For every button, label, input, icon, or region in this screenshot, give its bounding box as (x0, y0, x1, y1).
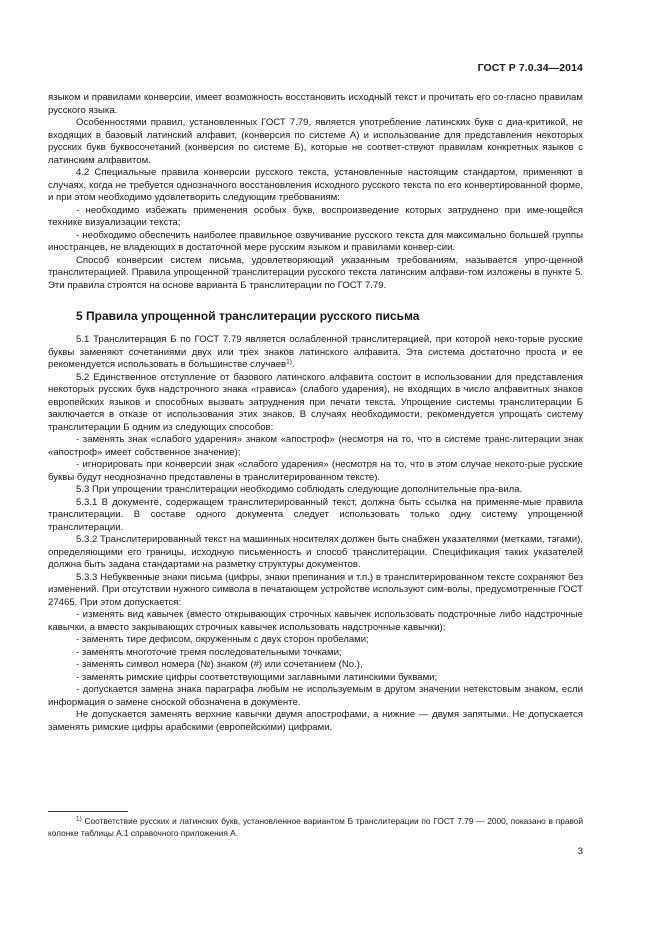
paragraph: 5.3.3 Небуквенные знаки письма (цифры, знаки препинания и т.п.) в транслитерированном тексте сохраняют без изменений. При отсутствии нужного символа в печатающем устройстве используют сим-волы, предусмотренные ГОСТ 27465. При этом допускается: (48, 571, 583, 608)
footnote (48, 816, 583, 839)
footnote-text: Соответствие русских и латинских букв, установленное вариантом Б транслитерации по ГОСТ 7.79 — 2000, показано в правой колонке таблицы А.1 справочного приложения А. (48, 816, 583, 838)
paragraph: Способ конверсии систем письма, удовлетворяющий указанным требованиям, называется упро-щенной транслитерацией. Правила упрощенной транслитерации русского текста латинским алфави-том изложены в пункте 5. Эти правила строятся на основе варианта Б транслитерации по ГОСТ 7.79. (48, 254, 583, 291)
list-item: - необходимо избежать применения особых букв, воспроизведение которых затруднено при име-ющейся технике визуализации текста; (48, 204, 583, 228)
list-item: - заменять многоточие тремя последовательными точками; (76, 646, 342, 658)
list-item: - допускается замена знака параграфа любым не используемым в другом значении нетекстовым знаком, если информация о замене сноской обозначена в документе. (48, 684, 583, 708)
list-item: - изменять вид кавычек (вместо открывающих строчных кавычек использовать подстрочные либо надстрочные кавычки, а вместо закрывающих строчных кавычек использовать надстрочные кавычки); (48, 609, 583, 633)
footnote-divider (48, 811, 128, 812)
list-item: - необходимо обеспечить наиболее правильное озвучивание русского текста для максимально большей группы иностранцев, не владеющих в достаточной мере русским языком и правилами конвер-сии. (48, 229, 583, 253)
list-item: - заменять римские цифры соответствующими заглавными латинскими буквами; (76, 671, 438, 683)
document-body (48, 92, 583, 734)
page-number: 3 (577, 846, 583, 857)
paragraph-end: . (291, 359, 295, 370)
paragraph-text: 5.1 Транслитерация Б по ГОСТ 7.79 является ослабленной транслитерацией, при которой неко-торые русские буквы заменяют сочетаниями двух или трех знаков латинского алфавита. Эта система достаточно проста и ее рекомендуется использовать в большинстве случаев (48, 334, 583, 370)
footnote-reference[interactable]: 1) (286, 358, 292, 366)
paragraph: 5.3.2 Транслитерированный текст на машинных носителях должен быть снабжен указателями (метками, тэгами), определяющими его границы, исходную письменность и способ транслитерации. Спецификация таких указателей должна быть задана стандартами на разметку структуры документов. (48, 534, 583, 570)
section-heading: 5 Правила упрощенной транслитерации русского письма (76, 309, 420, 323)
footnote-text-line (48, 816, 583, 839)
paragraph: Особенностями правил, установленных ГОСТ 7.79, является употребление латинских букв с диа-критикой, не входящих в базовый латинский алфавит, (конверсия по системе А) и использование для представления некоторых русских букв буквосочетаний (конверсия по системе Б), которые не соответ-ствуют правилам конкретных языков с латинским алфавитом. (48, 117, 583, 166)
paragraph (48, 334, 583, 372)
footnote-mark: 1) (76, 815, 82, 823)
paragraph: 4.2 Специальные правила конверсии русского текста, установленные настоящим стандартом, применяют в случаях, когда не требуется однозначного восстановления исходного русского текста по его конвертированной форме, и при этом необходимо удовлетворить следующим требованиям: (48, 167, 583, 203)
paragraph: 5.3.1 В документе, содержащем транслитерированный текст, должна быть ссылка на применяе-мые правила транслитерации. В составе одного документа следует использовать только одну систему упрощенной транслитерации. (48, 496, 583, 533)
list-item: - заменять тире дефисом, окруженным с двух сторон пробелами; (76, 634, 369, 645)
list-item: - заменять символ номера (№) знаком (#) или сочетанием (No.), (76, 659, 363, 670)
paragraph: Не допускается заменять верхние кавычки двумя апострофами, а нижние — двумя запятыми. Не допускается заменять римские цифры арабскими (европейскими) цифрами. (48, 709, 583, 733)
paragraph: 5.2 Единственное отступление от базового латинского алфавита состоит в использовании для представления некоторых русских букв надстрочного знака «грависа» (слабого ударения), не входящих в число алфавитных знаков европейских языков и способных вызвать затруднения при печати текста. Упрощение системы транслитерации Б заключается в отказе от использования этих знаков. В случаях необходимости, рекомендуется упрощать систему транслитерации Б одним из следующих способов: (48, 371, 583, 433)
list-item: - заменять знак «слабого ударения» знаком «апостроф» (несмотря на то, что в системе транс-литерации знак «апостроф» имеет собственное значение); (48, 434, 583, 458)
list-item: - игнорировать при конверсии знак «слабого ударения» (несмотря на то, что в этом случае некото-рые русские буквы будут неоднозначно представлены в транслитерированном тексте). (48, 459, 583, 483)
paragraph: 5.3 При упрощении транслитерации необходимо соблюдать следующие дополнительные пра-вила. (76, 484, 523, 495)
paragraph: языком и правилами конверсии, имеет возможность восстановить исходный текст и прочитать его со-гласно правилам русского языка. (48, 92, 583, 116)
document-header: ГОСТ Р 7.0.34—2014 (477, 62, 583, 74)
